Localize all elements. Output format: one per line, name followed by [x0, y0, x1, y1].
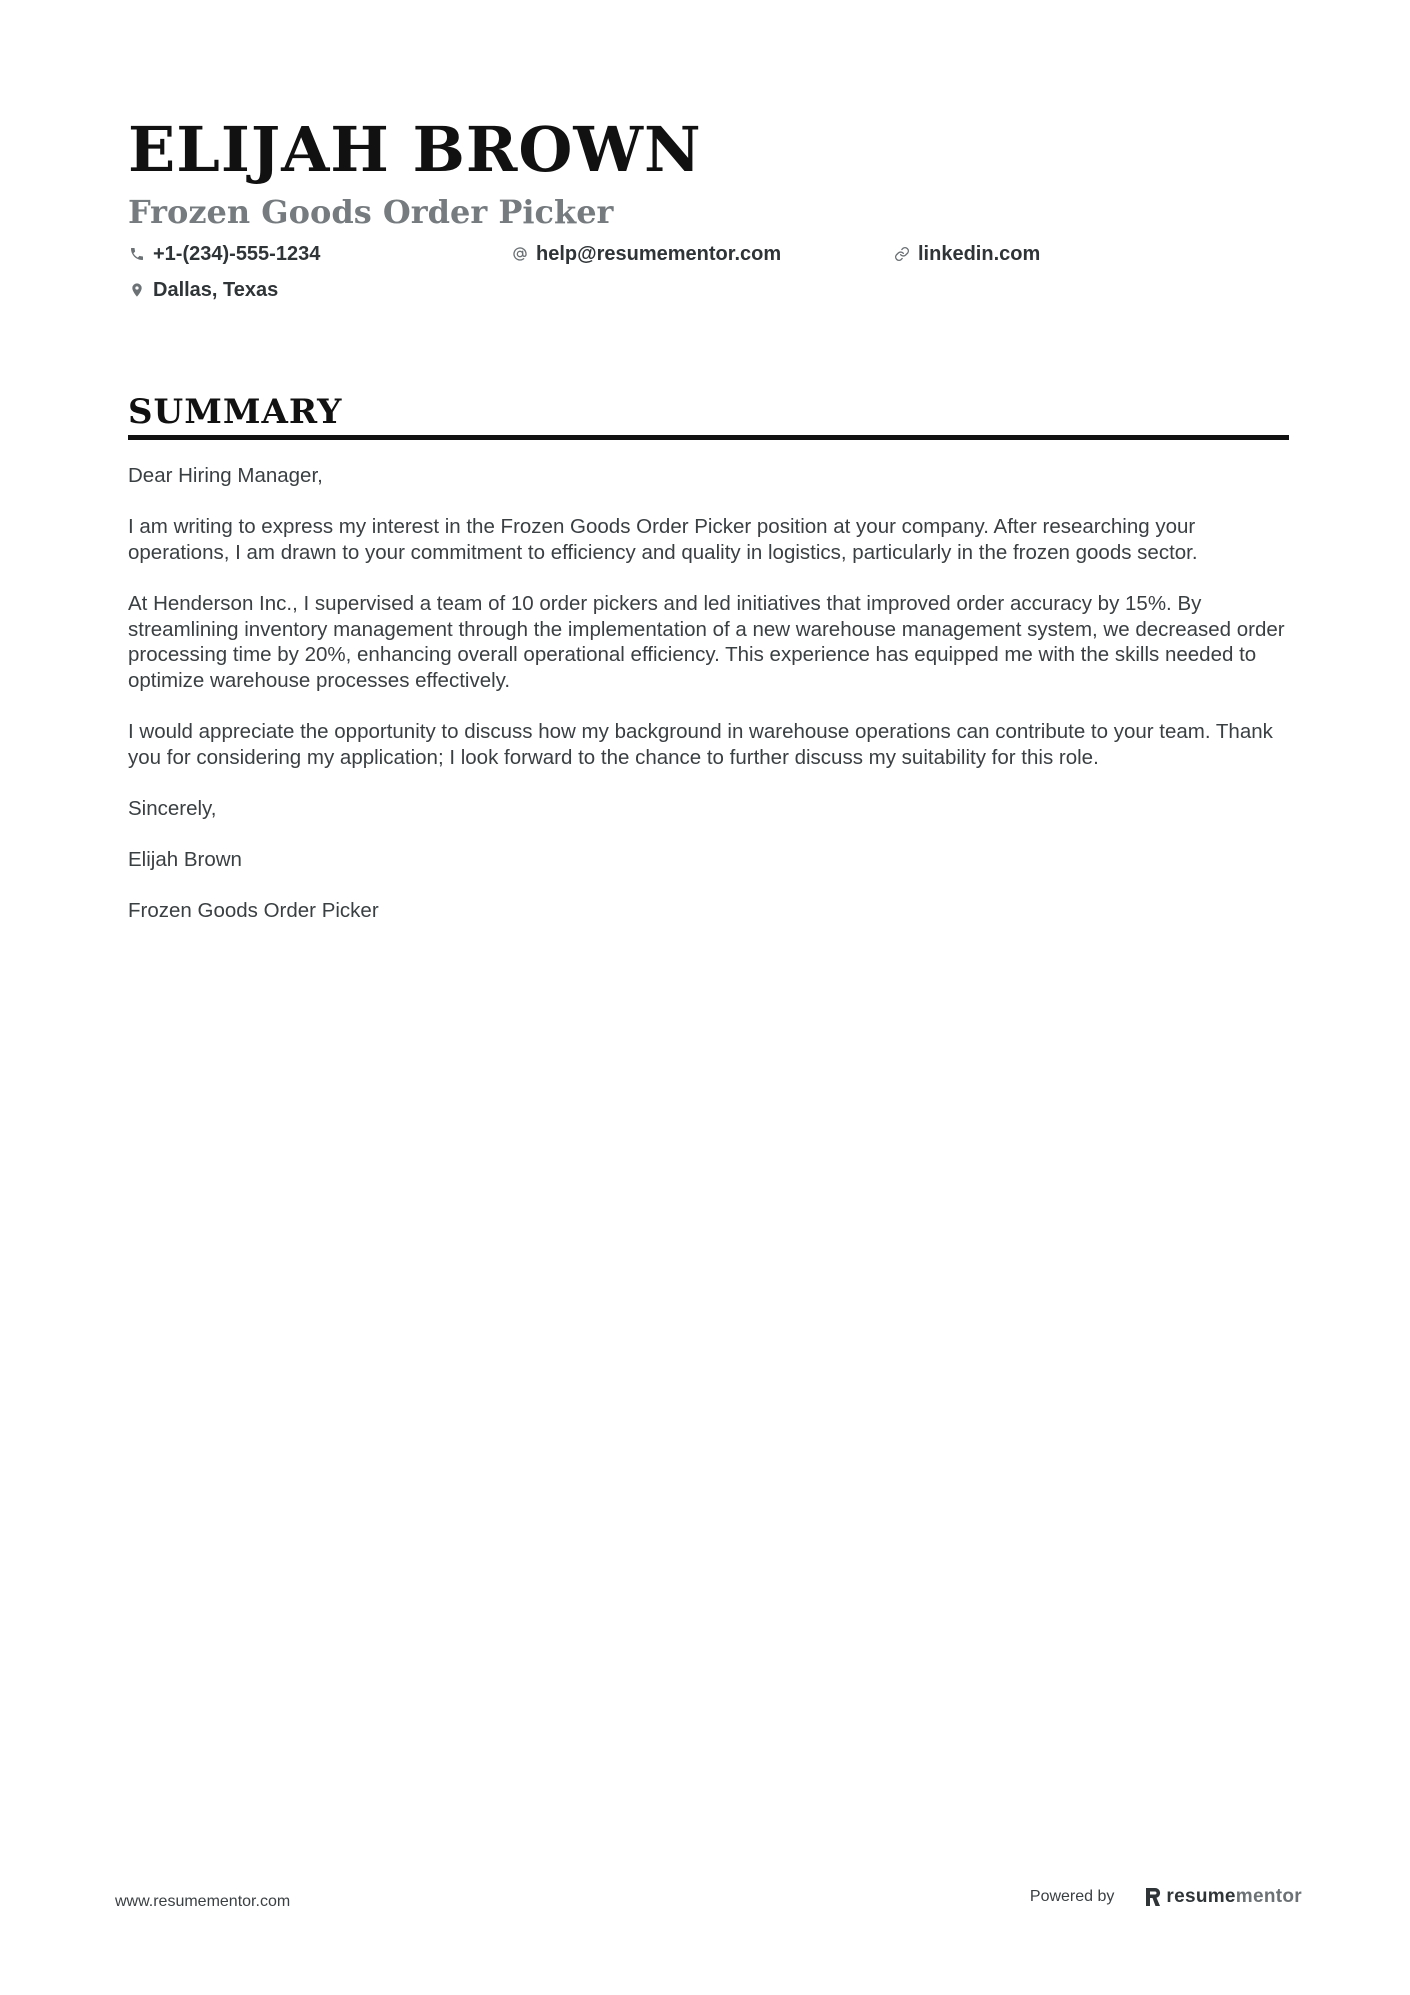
letter-closing: Sincerely, [128, 796, 217, 820]
brand-logo[interactable] [1144, 1886, 1302, 1908]
candidate-job-title: Frozen Goods Order Picker [128, 193, 614, 231]
email-text[interactable]: help@resumementor.com [536, 242, 782, 265]
cover-letter-body [128, 463, 1289, 949]
footer-branding [1030, 1886, 1302, 1908]
contact-email[interactable] [511, 240, 781, 268]
location-pin-icon [128, 281, 146, 299]
contact-linkedin[interactable] [893, 240, 1040, 268]
letter-paragraph: At Henderson Inc., I supervised a team of 10 order pickers and led initiatives that improved order accuracy by 15%. By streamlining inventory management through the implementation of a new warehouse management system, we decreased order processing time by 20%, enhancing overall operational efficiency. This experience has equipped me with the skills needed to optimize warehouse processes effectively. [128, 591, 1285, 692]
phone-icon [128, 245, 146, 263]
link-icon [893, 245, 911, 263]
footer-website[interactable]: www.resumementor.com [115, 1893, 291, 1910]
contact-phone [128, 240, 320, 268]
powered-by-text: Powered by [1029, 1888, 1115, 1905]
letter-paragraph: I would appreciate the opportunity to discuss how my background in warehouse operations can contribute to your team. Thank you for considering my application; I look forward to the chance to further discuss my suitability for this role. [128, 719, 1273, 769]
phone-text: +1-(234)-555-1234 [153, 242, 321, 265]
signature-name: Elijah Brown [128, 847, 242, 871]
signature-title: Frozen Goods Order Picker [128, 899, 379, 923]
resumementor-logo-icon [1144, 1887, 1162, 1907]
candidate-name: ELIJAH BROWN [128, 113, 702, 186]
location-text: Dallas, Texas [153, 278, 279, 301]
section-divider [128, 435, 1289, 440]
brand-name-part1: resume [1166, 1886, 1236, 1907]
summary-section [128, 390, 1289, 440]
brand-name-part2: mentor [1235, 1886, 1302, 1907]
linkedin-text[interactable]: linkedin.com [918, 242, 1041, 265]
resume-header [128, 110, 1288, 234]
at-icon [511, 245, 529, 263]
contact-location [128, 276, 278, 304]
letter-paragraph: I am writing to express my interest in the Frozen Goods Order Picker position at your company. After researching your operations, I am drawn to your commitment to efficiency and quality in logistics, particularly in the frozen goods sector. [128, 515, 1198, 564]
section-heading: SUMMARY [128, 392, 343, 432]
letter-greeting: Dear Hiring Manager, [128, 464, 323, 487]
